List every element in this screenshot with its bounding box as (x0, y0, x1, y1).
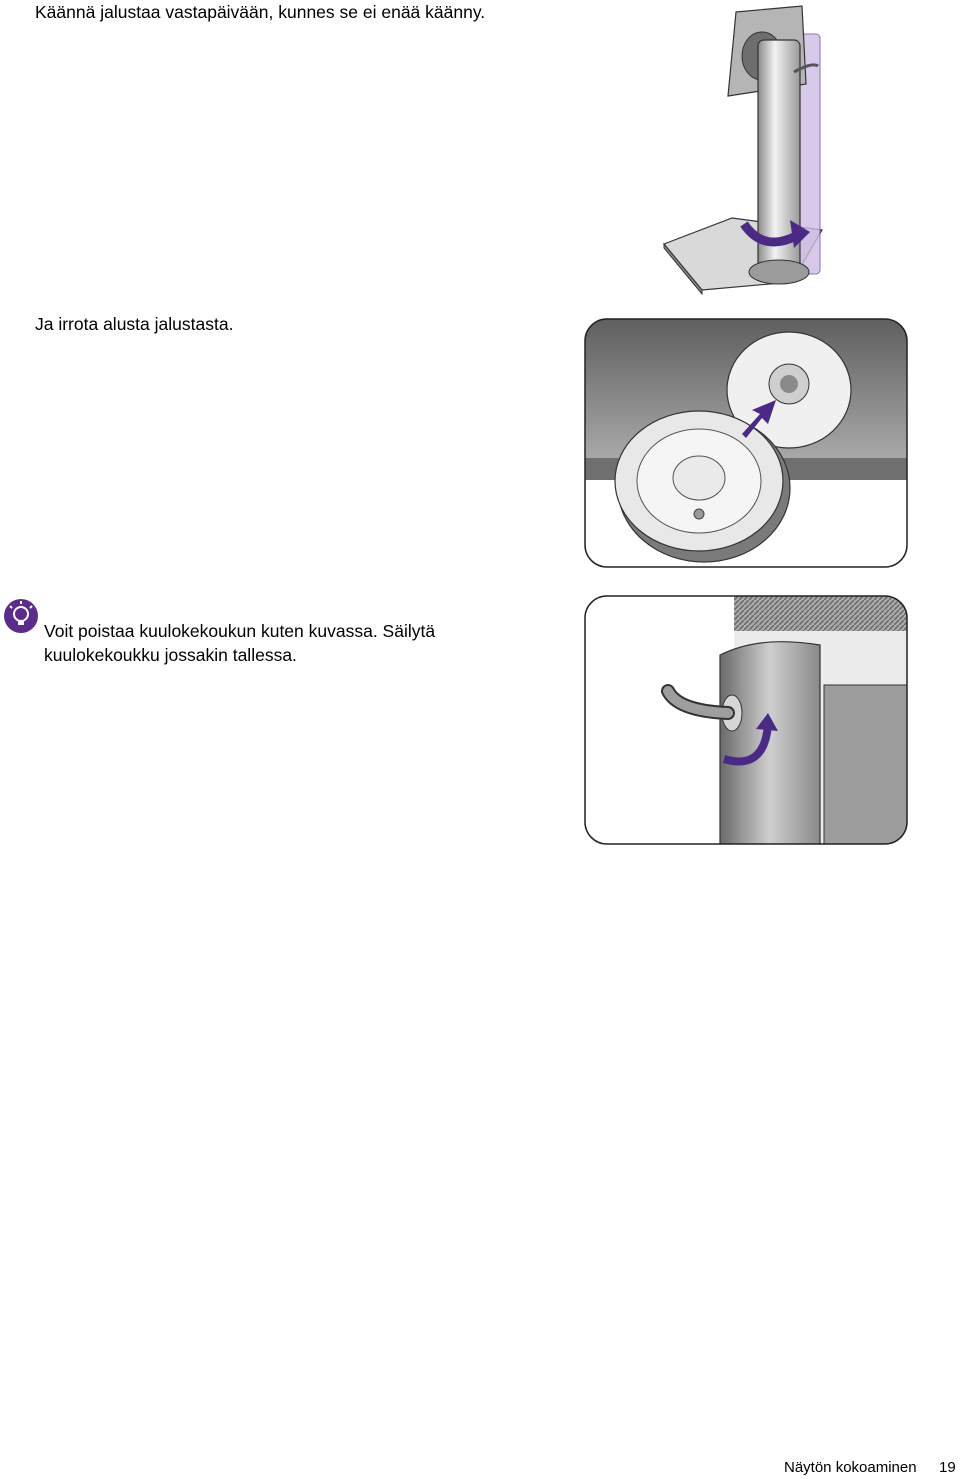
step1-instruction: Käännä jalustaa vastapäivään, kunnes se ei enää käänny. (35, 2, 486, 22)
page-number: 19 (939, 1459, 956, 1476)
step2-instruction: Ja irrota alusta jalustasta. (35, 314, 234, 334)
stand-rotate-illustration (662, 4, 832, 296)
tip-line-1: Voit poistaa kuulokekoukun kuten kuvassa. Säilytä (44, 621, 436, 641)
headphone-hook-illustration (584, 595, 908, 845)
tip-note (44, 619, 435, 667)
tip-line-2: kuulokekoukku jossakin tallessa. (44, 645, 297, 665)
footer-section-title: Näytön kokoaminen (784, 1459, 917, 1476)
lightbulb-icon (2, 597, 40, 635)
base-detach-illustration (584, 318, 908, 568)
